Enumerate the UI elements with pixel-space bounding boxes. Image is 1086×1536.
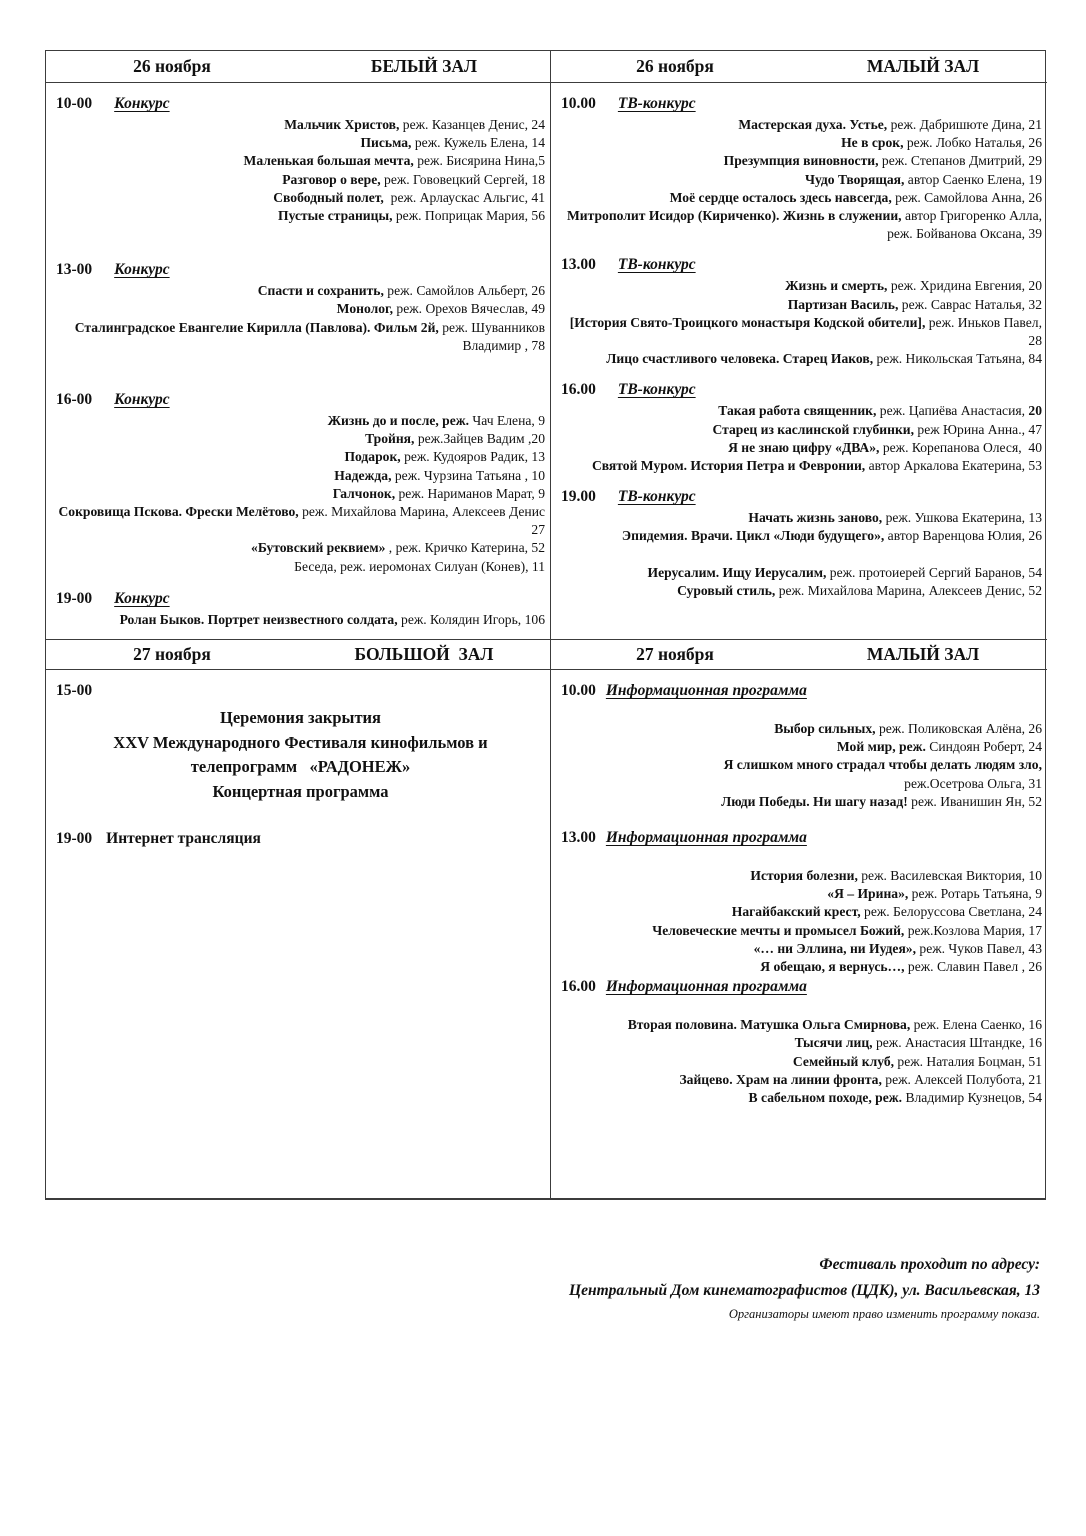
header-date: 26 ноября: [636, 56, 714, 76]
film-entry: [561, 867, 1042, 885]
film-credits: реж. Белоруссова Светлана, 24: [860, 904, 1042, 920]
film-entry: [561, 314, 1046, 350]
film-credits: автор Аркалова Екатерина, 53: [865, 458, 1042, 474]
section-label: Информационная программа: [605, 978, 807, 996]
time-label: 10.00: [561, 95, 596, 112]
footer-address: Центральный Дом кинематографистов (ЦДК), ул. Васильевская, 13: [569, 1281, 1040, 1299]
film-title: Жизнь до и после, реж.: [327, 413, 470, 429]
time-label: 16.00: [561, 978, 596, 996]
film-list: [561, 867, 1042, 976]
film-credits: реж. Никольская Татьяна, 84: [873, 351, 1042, 367]
film-credits: реж. Иванишин Ян, 52: [907, 793, 1042, 809]
film-list: [561, 1016, 1042, 1107]
time-label: 15-00: [56, 682, 93, 699]
film-title: Мастерская духа. Устье,: [738, 117, 888, 132]
header-big-hall-27: [46, 639, 551, 670]
film-entry: [561, 509, 1042, 527]
film-title: [История Свято-Троицкого монастыря Кодской обители],: [569, 314, 926, 330]
film-credits: Синдоян Роберт, 24: [925, 739, 1042, 755]
ceremony-block: [56, 706, 545, 804]
film-credits: реж. Поприцак Мария, 56: [392, 208, 545, 224]
film-list: [561, 509, 1042, 600]
film-title: Маленькая большая мечта,: [243, 153, 414, 169]
film-entry: [56, 558, 545, 576]
film-title: «Бутовский реквием»: [251, 540, 386, 556]
header-small-hall-26: [551, 51, 1047, 83]
film-title: «Я – Ирина»,: [827, 886, 909, 902]
film-entry: [561, 457, 1042, 475]
film-entry: [561, 527, 1042, 545]
film-list: [56, 116, 545, 225]
section-label: Информационная программа: [605, 682, 807, 699]
film-credits: , реж. Кричко Катерина, 52: [385, 540, 545, 556]
film-title: Партизан Василь,: [787, 296, 899, 312]
time-row: [56, 391, 545, 409]
footer-address-heading: Фестиваль проходит по адресу:: [819, 1256, 1040, 1273]
film-credits: Беседа, реж. иеромонах Силуан (Конев), 11: [294, 558, 545, 574]
film-entry: [56, 539, 545, 557]
small-hall-26-cell: [551, 83, 1047, 639]
film-credits: реж. Иньков Павел, 28: [925, 314, 1046, 349]
footer: [120, 1252, 1040, 1322]
film-credits: реж. Алексей Полубота, 21: [881, 1071, 1042, 1087]
time-row: [561, 682, 1042, 700]
section-label: Конкурс: [114, 95, 170, 112]
film-credits: реж. Поликовская Алёна, 26: [875, 721, 1042, 736]
film-entry: [56, 448, 545, 466]
film-credits: реж. Гововецкий Сергей, 18: [380, 171, 545, 187]
film-title: Семейный клуб,: [792, 1053, 895, 1069]
film-title: Сокровища Пскова. Фрески Мелётово,: [58, 504, 299, 520]
film-title: Разговор о вере,: [282, 171, 381, 187]
ceremony-line: телепрограмм «РАДОНЕЖ»: [190, 757, 411, 776]
film-credits: реж. Хридина Евгения, 20: [887, 278, 1042, 294]
film-entry: [56, 207, 545, 225]
film-entry: [561, 171, 1042, 189]
film-title: Письма,: [360, 135, 412, 151]
film-credits: реж. Казанцев Денис, 24: [399, 117, 545, 132]
time-label: 10.00: [561, 682, 596, 699]
film-entry: [56, 134, 545, 152]
film-entry: [561, 1089, 1042, 1107]
film-entry: [561, 885, 1042, 903]
film-title: Пустые страницы,: [278, 208, 393, 224]
film-title: Жизнь и смерть,: [785, 278, 888, 294]
film-entry: [56, 319, 549, 355]
schedule-block: [56, 830, 545, 848]
film-list: [56, 412, 549, 576]
section-label: Информационная программа: [605, 829, 807, 847]
film-credits: реж. Михайлова Марина, Алексеев Денис, 52: [775, 582, 1042, 598]
film-credits: реж. Корепанова Олеся, 40: [879, 439, 1042, 455]
film-credits: реж. Анастасия Штандке, 16: [872, 1035, 1042, 1051]
header-small-hall-27: [551, 639, 1047, 670]
time-row: [561, 256, 1042, 274]
film-title: Монолог,: [336, 301, 394, 317]
film-entry: [56, 611, 545, 629]
film-title: Я не знаю цифру «ДВА»,: [728, 439, 880, 455]
header-white-hall-26: [46, 51, 551, 83]
film-title: Человеческие мечты и промысел Божий,: [652, 922, 905, 938]
schedule-block: [56, 261, 549, 355]
section-label: Конкурс: [114, 589, 170, 607]
film-title: Я слишком много страдал чтобы делать людям зло,: [723, 757, 1042, 773]
film-credits: реж. Цапиёва Анастасия,: [876, 403, 1029, 419]
film-entry: [561, 277, 1042, 295]
film-title: Люди Победы. Ни шагу назад!: [721, 793, 908, 809]
film-credits: реж. Чурзина Татьяна , 10: [391, 467, 545, 483]
film-title: История болезни,: [750, 868, 858, 884]
film-credits: реж.Козлова Мария, 17: [904, 922, 1042, 938]
film-credits: реж. Михайлова Марина, Алексеев Денис 27: [298, 504, 549, 538]
film-entry: [561, 738, 1042, 756]
schedule-block: [561, 95, 1046, 243]
film-title: В сабельном походе, реж.: [748, 1090, 903, 1106]
film-entry: [561, 207, 1046, 243]
film-list: [561, 277, 1046, 368]
film-title: Старец из каслинской глубинки,: [712, 421, 915, 437]
film-entry: [561, 903, 1042, 921]
ceremony-line: Концертная программа: [212, 781, 389, 801]
schedule-block: [56, 590, 545, 629]
film-entry: [561, 564, 1042, 582]
time-label: 16.00: [561, 381, 596, 399]
schedule-block: [561, 682, 1042, 811]
film-entry: [56, 485, 545, 503]
section-label: ТВ-конкурс: [617, 381, 696, 399]
header-hall: БЕЛЫЙ ЗАЛ: [370, 56, 478, 76]
film-credits: реж. Колядин Игорь, 106: [397, 611, 545, 627]
film-credits: реж. Орехов Вячеслав, 49: [393, 301, 545, 317]
footer-disclaimer: Организаторы имеют право изменить программу показа.: [728, 1307, 1040, 1321]
section-label: ТВ-конкурс: [617, 95, 696, 112]
film-entry: [561, 439, 1042, 457]
film-entry: [561, 922, 1042, 940]
time-row: [561, 488, 1042, 506]
white-hall-26-cell: [46, 83, 551, 639]
time-label: 10-00: [56, 95, 93, 112]
time-row: [56, 590, 545, 608]
film-entry: [561, 402, 1042, 420]
film-title: Зайцево. Храм на линии фронта,: [679, 1071, 882, 1087]
film-credits: реж. Самойлова Анна, 26: [891, 189, 1042, 205]
time-row: [56, 95, 545, 113]
film-title: Тысячи лиц,: [794, 1035, 873, 1051]
film-entry: [561, 189, 1042, 207]
film-entry: [561, 1071, 1042, 1089]
film-title: «… ни Эллина, ни Иудея»,: [753, 940, 917, 956]
film-title: Вторая половина. Матушка Ольга Смирнова,: [627, 1017, 911, 1033]
film-title: Иерусалим. Ищу Иерусалим,: [647, 564, 827, 580]
festival-schedule-table: [45, 50, 1046, 1200]
film-credits: реж.Зайцев Вадим ,20: [414, 431, 545, 447]
film-entry: [561, 1016, 1042, 1034]
schedule-block: [561, 381, 1042, 475]
film-credits: реж. Саврас Наталья, 32: [898, 296, 1042, 312]
schedule-block: [56, 391, 549, 576]
film-credits: реж. Наталия Боцман, 51: [894, 1053, 1042, 1069]
film-entry: [561, 1034, 1042, 1052]
time-label: 13.00: [561, 256, 596, 274]
film-title: Эпидемия. Врачи. Цикл «Люди будущего»,: [621, 528, 885, 544]
film-entry: [561, 116, 1042, 134]
film-title: Ролан Быков. Портрет неизвестного солдата,: [119, 611, 398, 627]
section-label: Конкурс: [114, 391, 170, 409]
schedule-block: [56, 95, 545, 225]
header-hall: МАЛЫЙ ЗАЛ: [866, 644, 980, 664]
film-title: Презумпция виновности,: [723, 153, 879, 169]
film-credits: автор Саенко Елена, 19: [904, 171, 1042, 187]
section-label: ТВ-конкурс: [617, 488, 696, 506]
film-credits: реж. Шуванников Владимир , 78: [438, 319, 549, 353]
header-date: 26 ноября: [133, 56, 211, 76]
film-credits: Владимир Кузнецов, 54: [902, 1090, 1042, 1106]
film-entry: [56, 171, 545, 189]
film-entry: [561, 1053, 1042, 1071]
header-date: 27 ноября: [133, 644, 211, 664]
film-entry: [561, 134, 1042, 152]
film-title: Нагайбакский крест,: [731, 904, 861, 920]
film-credits: реж. Лобко Наталья, 26: [903, 135, 1042, 151]
film-entry: [56, 282, 545, 300]
event-label: Интернет трансляция: [106, 830, 261, 847]
film-entry: [561, 958, 1042, 976]
film-title: Свободный полет,: [273, 189, 384, 205]
film-title: Не в срок,: [841, 135, 904, 151]
time-row: [561, 95, 1042, 113]
time-row: [56, 682, 545, 700]
film-credits: автор Варенцова Юлия, 26: [884, 528, 1042, 544]
time-row: [561, 381, 1042, 399]
film-title: Лицо счастливого человека. Старец Иаков,: [606, 351, 874, 367]
film-list: [561, 720, 1042, 811]
time-label: 13-00: [56, 261, 93, 279]
film-entry: [561, 421, 1042, 439]
film-credits: реж. Арлаускас Альгис, 41: [383, 189, 545, 205]
film-entry: [56, 116, 545, 134]
film-entry: [561, 720, 1042, 738]
film-credits: реж. Степанов Дмитрий, 29: [878, 153, 1042, 169]
film-title: Галчонок,: [332, 485, 396, 501]
film-credits: реж. Славин Павел , 26: [904, 959, 1042, 975]
film-entry: [561, 296, 1042, 314]
film-entry: [56, 152, 545, 170]
film-credits: реж.Осетрова Ольга, 31: [904, 775, 1042, 791]
film-title: Святой Муром. История Петра и Февронии,: [591, 458, 866, 474]
film-credits: реж Юрина Анна., 47: [914, 421, 1042, 437]
film-title: Подарок,: [344, 449, 401, 465]
schedule-block: [561, 978, 1042, 1107]
film-credits: реж. Нариманов Марат, 9: [395, 485, 545, 501]
big-hall-27-cell: [46, 670, 551, 1198]
film-entry: [561, 775, 1042, 793]
section-label: Конкурс: [114, 261, 170, 279]
time-row: [561, 978, 1042, 996]
film-entry: [561, 793, 1042, 811]
schedule-block: [56, 682, 545, 804]
small-hall-27-cell: [551, 670, 1047, 1198]
film-credits: реж. Василевская Виктория, 10: [857, 868, 1042, 884]
film-title: Тройня,: [365, 431, 415, 447]
film-credits: реж. Ротарь Татьяна, 9: [908, 886, 1042, 902]
schedule-block: [561, 829, 1042, 976]
film-entry: [56, 412, 545, 430]
film-credits: реж. Бисярина Нина,5: [413, 153, 545, 169]
film-title: Выбор сильных,: [774, 721, 876, 736]
film-credits: реж. протоиерей Сергий Баранов, 54: [826, 564, 1042, 580]
film-entry: [561, 756, 1042, 774]
film-entry: [561, 582, 1042, 600]
header-date: 27 ноября: [636, 644, 714, 664]
film-entry: [56, 300, 545, 318]
schedule-block: [561, 256, 1046, 368]
film-title: Спасти и сохранить,: [257, 283, 384, 299]
time-label: 19.00: [561, 488, 596, 506]
film-title: Митрополит Исидор (Кириченко). Жизнь в служении,: [566, 208, 902, 224]
film-title: Надежда,: [334, 467, 392, 483]
film-entry: [56, 430, 545, 448]
film-entry: [561, 940, 1042, 958]
time-label: 19-00: [56, 589, 93, 607]
time-row: [56, 830, 545, 848]
film-credits: реж. Елена Саенко, 16: [910, 1017, 1042, 1033]
film-title: Моё сердце осталось здесь навсегда,: [669, 189, 892, 205]
film-credits: реж. Кужель Елена, 14: [411, 135, 545, 151]
time-label: 16-00: [56, 391, 93, 409]
time-row: [56, 261, 545, 279]
film-title: Начать жизнь заново,: [748, 510, 883, 526]
time-label: 19-00: [56, 830, 93, 847]
film-duration: 20: [1028, 403, 1042, 419]
film-list: [56, 611, 545, 629]
film-entry: [56, 467, 545, 485]
header-hall: МАЛЫЙ ЗАЛ: [866, 56, 980, 76]
film-credits: реж. Дабришюте Дина, 21: [887, 117, 1042, 132]
film-title: Мальчик Христов,: [284, 117, 400, 132]
film-entry: [561, 152, 1042, 170]
time-label: 13.00: [561, 829, 596, 847]
section-label: ТВ-конкурс: [617, 256, 696, 274]
film-credits: реж. Кудояров Радик, 13: [400, 449, 545, 465]
film-entry: [561, 350, 1042, 368]
film-credits: реж. Самойлов Альберт, 26: [383, 283, 545, 299]
time-row: [561, 829, 1042, 847]
film-entry: [56, 503, 549, 539]
film-list: [56, 282, 549, 355]
film-entry: [56, 189, 545, 207]
film-credits: реж. Ушкова Екатерина, 13: [882, 510, 1042, 526]
film-credits: реж. Чуков Павел, 43: [916, 940, 1042, 956]
film-title: Сталинградское Евангелие Кирилла (Павлова). Фильм 2й,: [74, 319, 439, 335]
film-title: Мой мир, реж.: [836, 739, 926, 755]
film-title: Чудо Творящая,: [805, 171, 905, 187]
header-hall: БОЛЬШОЙ ЗАЛ: [354, 644, 494, 664]
film-list: [561, 402, 1042, 475]
schedule-block: [561, 488, 1042, 600]
ceremony-line: XXV Международного Фестиваля кинофильмов и: [113, 732, 488, 752]
ceremony-line: Церемония закрытия: [220, 708, 381, 727]
film-credits: автор Григоренко Алла, реж. Бойванова Оксана, 39: [887, 208, 1046, 242]
film-title: Я обещаю, я вернусь…,: [760, 959, 905, 975]
film-title: Суровый стиль,: [677, 582, 776, 598]
film-title: Такая работа священник,: [718, 403, 877, 419]
film-credits: Чач Елена, 9: [469, 413, 545, 429]
film-entry: [561, 546, 1042, 564]
film-list: [561, 116, 1046, 243]
